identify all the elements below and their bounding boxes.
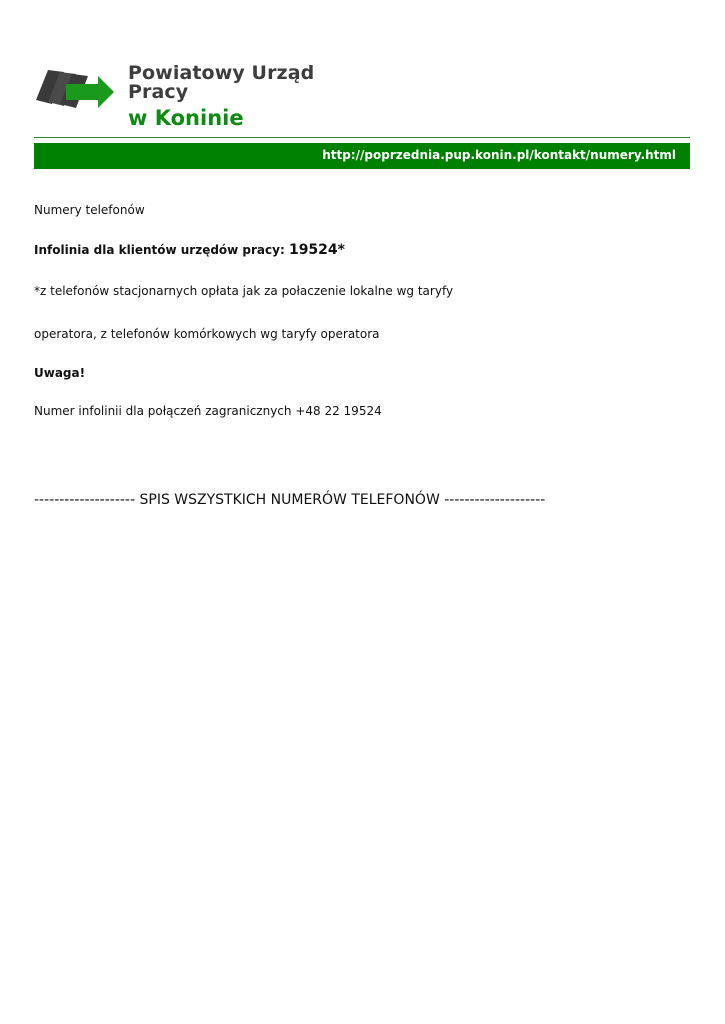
logo-subtitle: w Koninie — [128, 106, 244, 130]
international-number: Numer infolinii dla połączeń zagranicznych +48 22 19524 — [34, 404, 382, 418]
logo-text — [128, 64, 374, 129]
page-title: Numery telefonów — [34, 203, 145, 217]
phone-list-heading: -------------------- SPIS WSZYSTKICH NUMERÓW TELEFONÓW -------------------- — [34, 492, 546, 508]
note-line-2: operatora, z telefonów komórkowych wg taryfy operatora — [34, 327, 380, 341]
warning-label: Uwaga! — [34, 366, 86, 380]
page-url-link[interactable]: http://poprzednia.pup.konin.pl/kontakt/numery.html — [322, 148, 676, 162]
hotline-label: Infolinia dla klientów urzędów pracy: — [34, 243, 289, 257]
logo-title: Powiatowy Urząd Pracy — [128, 62, 315, 103]
hotline-line — [34, 243, 345, 257]
document-stack-arrow-icon — [34, 62, 116, 112]
note-line-1: *z telefonów stacjonarnych opłata jak za połaczenie lokalne wg taryfy — [34, 284, 454, 298]
hotline-number: 19524* — [288, 242, 345, 258]
logo — [34, 58, 374, 130]
url-banner — [34, 143, 690, 169]
header-divider — [34, 137, 690, 138]
